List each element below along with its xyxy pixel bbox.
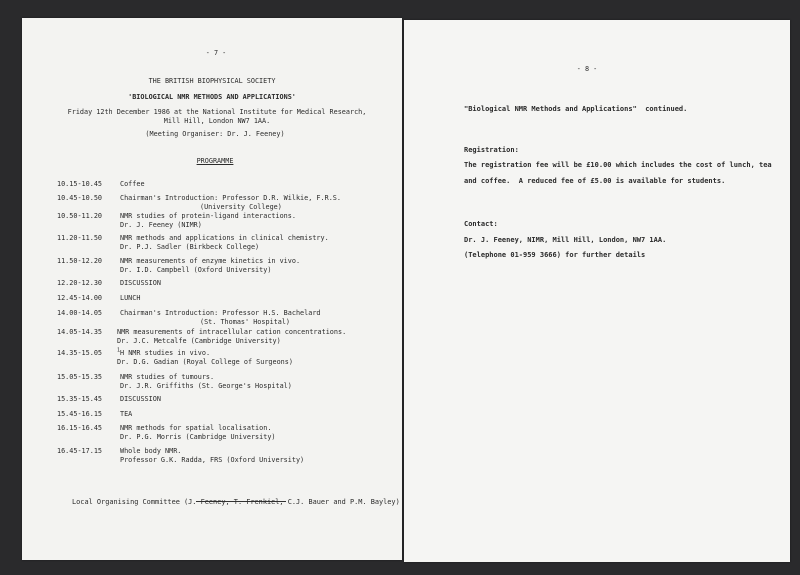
programme-time: 12.45-14.00 xyxy=(57,294,103,302)
programme-time: 10.15-10.45 xyxy=(57,180,103,188)
programme-speaker: Dr. P.J. Sadler (Birkbeck College) xyxy=(120,243,260,251)
programme-time: 11.20-11.50 xyxy=(57,234,103,242)
programme-title: Chairman's Introduction: Professor H.S. Bachelard xyxy=(120,309,321,317)
programme-speaker: Dr. D.G. Gadian (Royal College of Surgeons) xyxy=(117,358,293,366)
contact-line1: Dr. J. Feeney, NIMR, Mill Hill, London, NW7 1AA. xyxy=(464,236,667,244)
programme-time: 16.45-17.15 xyxy=(57,447,103,455)
programme-title: NMR studies of tumours. xyxy=(120,373,215,381)
contact-label: Contact: xyxy=(464,220,498,228)
society-name: THE BRITISH BIOPHYSICAL SOCIETY xyxy=(148,77,276,85)
registration-line1: The registration fee will be £10.00 which includes the cost of lunch, tea xyxy=(464,161,772,169)
programme-title xyxy=(117,347,211,357)
programme-title: DISCUSSION xyxy=(120,395,161,403)
programme-speaker: Dr. I.D. Campbell (Oxford University) xyxy=(120,266,272,274)
organising-committee: Local Organising Committee (J. Feeney, T. Frenkiel, C.J. Bauer and P.M. Bayley) xyxy=(72,498,400,506)
date-venue-line2: Mill Hill, London NW7 1AA. xyxy=(163,117,271,125)
programme-time: 10.50-11.20 xyxy=(57,212,103,220)
programme-title: NMR measurements of intracellular cation concentrations. xyxy=(117,328,347,336)
programme-time: 14.35-15.05 xyxy=(57,349,103,357)
programme-speaker: Dr. J.C. Metcalfe (Cambridge University) xyxy=(117,337,281,345)
programme-speaker: Dr. P.G. Morris (Cambridge University) xyxy=(120,433,276,441)
contact-line2: (Telephone 01-959 3666) for further details xyxy=(464,251,646,259)
programme-title: Coffee xyxy=(120,180,145,188)
programme-title: NMR studies of protein-ligand interactions. xyxy=(120,212,296,220)
programme-title: NMR methods for spatial localisation. xyxy=(120,424,272,432)
programme-speaker: Dr. J.R. Griffiths (St. George's Hospital) xyxy=(120,382,292,390)
programme-title: NMR measurements of enzyme kinetics in vivo. xyxy=(120,257,301,265)
left-page xyxy=(22,18,402,560)
date-venue-line1: Friday 12th December 1986 at the National Institute for Medical Research, xyxy=(67,108,367,116)
programme-heading: PROGRAMME xyxy=(196,157,234,165)
continued-heading: "Biological NMR Methods and Applications" continued. xyxy=(464,105,688,113)
programme-time: 14.05-14.35 xyxy=(57,328,103,336)
programme-title: DISCUSSION xyxy=(120,279,161,287)
programme-time: 15.05-15.35 xyxy=(57,373,103,381)
programme-time: 11.50-12.20 xyxy=(57,257,103,265)
programme-title: LUNCH xyxy=(120,294,141,302)
programme-title-text: H NMR studies in vivo. xyxy=(120,349,211,357)
programme-time: 16.15-16.45 xyxy=(57,424,103,432)
meeting-organiser: (Meeting Organiser: Dr. J. Feeney) xyxy=(145,130,285,138)
programme-title: Whole body NMR. xyxy=(120,447,182,455)
meeting-title: 'BIOLOGICAL NMR METHODS AND APPLICATIONS' xyxy=(128,93,296,101)
programme-title: TEA xyxy=(120,410,133,418)
programme-speaker: Professor G.K. Radda, FRS (Oxford University) xyxy=(120,456,305,464)
registration-line2: and coffee. A reduced fee of £5.00 is available for students. xyxy=(464,177,726,185)
registration-label: Registration: xyxy=(464,146,519,154)
page-number: - 8 - xyxy=(576,65,598,73)
programme-speaker: (University College) xyxy=(200,203,282,211)
programme-time: 14.00-14.05 xyxy=(57,309,103,317)
isotope-superscript: 1 xyxy=(117,347,121,354)
programme-speaker: Dr. J. Feeney (NIMR) xyxy=(120,221,202,229)
right-page xyxy=(404,20,790,562)
programme-time: 15.45-16.15 xyxy=(57,410,103,418)
programme-time: 15.35-15.45 xyxy=(57,395,103,403)
programme-title: NMR methods and applications in clinical chemistry. xyxy=(120,234,329,242)
programme-speaker: (St. Thomas' Hospital) xyxy=(200,318,291,326)
programme-time: 10.45-10.50 xyxy=(57,194,103,202)
page-number: - 7 - xyxy=(205,49,227,57)
programme-time: 12.20-12.30 xyxy=(57,279,103,287)
programme-title: Chairman's Introduction: Professor D.R. Wilkie, F.R.S. xyxy=(120,194,341,202)
